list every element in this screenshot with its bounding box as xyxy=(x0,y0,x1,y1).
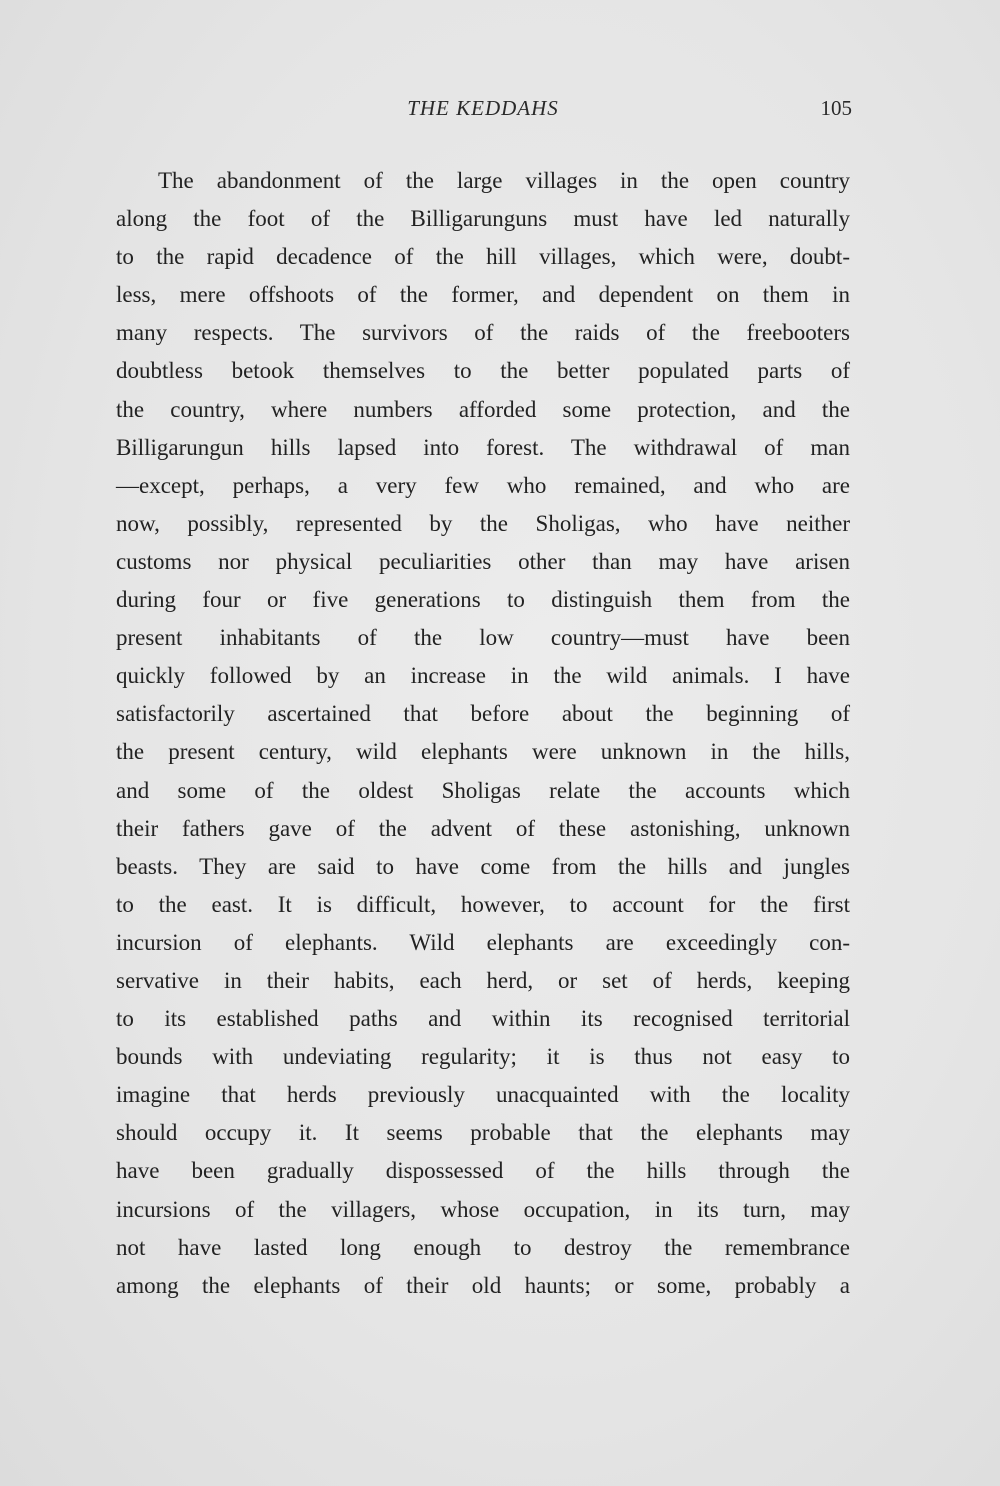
text-line: along the foot of the Billigarunguns must have led naturally xyxy=(116,206,850,232)
text-line: during four or five generations to distinguish them from the xyxy=(116,587,850,613)
text-line: less, mere offshoots of the former, and dependent on them in xyxy=(116,282,850,308)
page-number: 105 xyxy=(820,96,852,120)
text-line: and some of the oldest Sholigas relate the accounts which xyxy=(116,777,850,803)
text-line: servative in their habits, each herd, or set of herds, keeping xyxy=(116,967,850,993)
text-line: many respects. The survivors of the raids of the freebooters xyxy=(116,320,850,346)
text-line: now, possibly, represented by the Sholigas, who have neither xyxy=(116,510,850,536)
body-paragraph xyxy=(116,162,850,1305)
running-head: THE KEDDAHS xyxy=(407,96,559,120)
text-line: the country, where numbers afforded some protection, and the xyxy=(116,396,850,422)
text-line: doubtless betook themselves to the better populated parts of xyxy=(116,358,850,384)
text-line: The abandonment of the large villages in the open country xyxy=(158,168,850,193)
text-line: to the east. It is difficult, however, to account for the first xyxy=(116,891,850,917)
text-line: imagine that herds previously unacquainted with the locality xyxy=(116,1082,850,1108)
text-line: satisfactorily ascertained that before about the beginning of xyxy=(116,701,850,727)
text-line: —except, perhaps, a very few who remained, and who are xyxy=(116,472,850,498)
page-header xyxy=(116,96,850,136)
text-line: incursions of the villagers, whose occupation, in its turn, may xyxy=(116,1196,850,1222)
text-line: to its established paths and within its recognised territorial xyxy=(116,1006,850,1032)
text-line: should occupy it. It seems probable that the elephants may xyxy=(116,1120,850,1146)
text-line: not have lasted long enough to destroy the remembrance xyxy=(116,1234,850,1260)
text-line: present inhabitants of the low country—must have been xyxy=(116,625,850,651)
text-line: bounds with undeviating regularity; it is thus not easy to xyxy=(116,1044,850,1070)
text-line: have been gradually dispossessed of the hills through the xyxy=(116,1158,850,1184)
text-line: the present century, wild elephants were unknown in the hills, xyxy=(116,739,850,765)
text-line: incursion of elephants. Wild elephants are exceedingly con- xyxy=(116,929,850,955)
text-line: among the elephants of their old haunts; or some, probably a xyxy=(116,1272,850,1298)
text-line: beasts. They are said to have come from the hills and jungles xyxy=(116,853,850,879)
text-line: Billigarungun hills lapsed into forest. The withdrawal of man xyxy=(116,434,850,460)
text-line: quickly followed by an increase in the wild animals. I have xyxy=(116,663,850,689)
text-line: to the rapid decadence of the hill villages, which were, doubt- xyxy=(116,244,850,270)
text-line: their fathers gave of the advent of these astonishing, unknown xyxy=(116,815,850,841)
text-line: customs nor physical peculiarities other than may have arisen xyxy=(116,548,850,574)
